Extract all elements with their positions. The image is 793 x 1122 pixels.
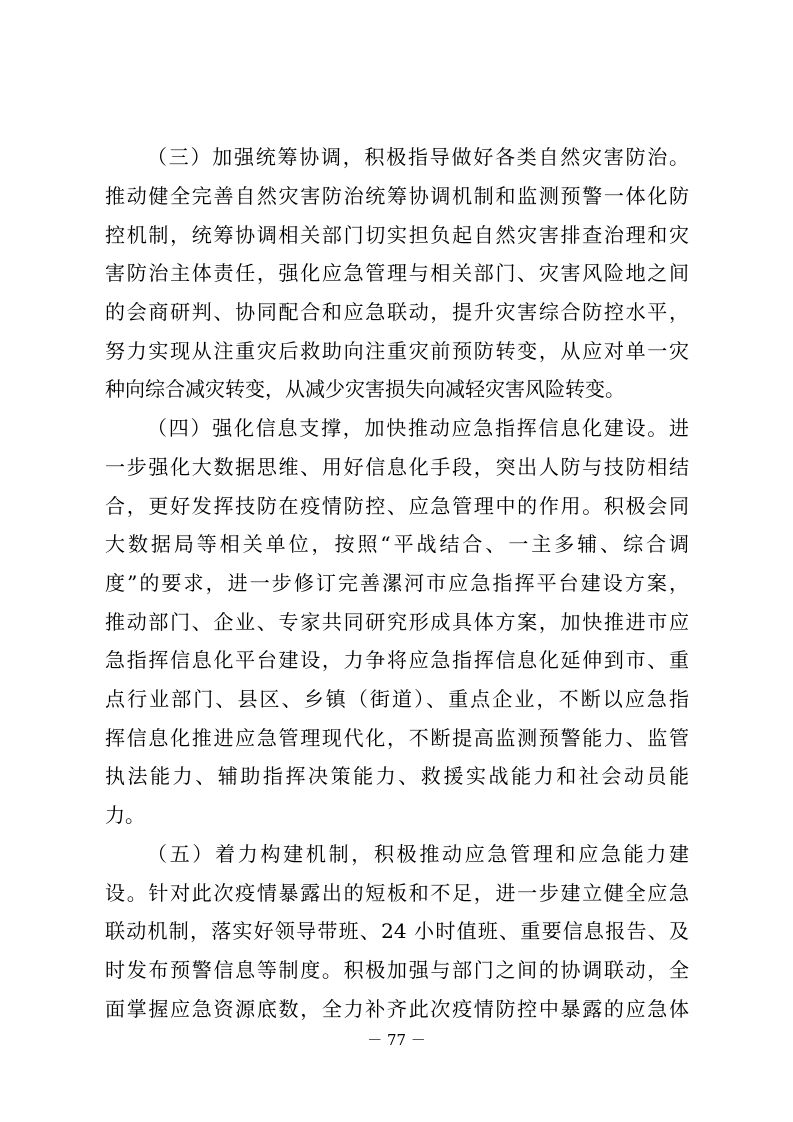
page-number: － 77 － (367, 1031, 426, 1049)
paragraph-4-line: 力。 (105, 803, 145, 827)
paragraph-5-line: 面掌握应急资源底数，全力补齐此次疫情防控中暴露的应急体 (105, 997, 689, 1021)
paragraph-3-heading-line: （三）加强统筹协调，积极指导做好各类自然灾害防治。 (147, 145, 689, 169)
paragraph-5-heading-line: （五）着力构建机制，积极推动应急管理和应急能力建 (147, 842, 689, 866)
paragraph-3-line: 种向综合减灾转变，从减少灾害损失向减轻灾害风险转变。 (105, 377, 625, 401)
paragraph-4-line: 推动部门、企业、专家共同研究形成具体方案，加快推进市应 (105, 610, 689, 634)
paragraph-4-line: 急指挥信息化平台建设，力争将应急指挥信息化延伸到市、重 (105, 648, 689, 672)
paragraph-4-line: 一步强化大数据思维、用好信息化手段，突出人防与技防相结 (105, 455, 689, 479)
paragraph-4-line: 大数据局等相关单位，按照“平战结合、一主多辅、综合调 (105, 532, 689, 556)
paragraph-3-line: 害防治主体责任，强化应急管理与相关部门、灾害风险地之间 (105, 261, 689, 285)
paragraph-4-line: 点行业部门、县区、乡镇（街道）、重点企业，不断以应急指 (105, 687, 689, 711)
paragraph-4-line: 挥信息化推进应急管理现代化，不断提高监测预警能力、监管 (105, 726, 689, 750)
paragraph-4-line: 执法能力、辅助指挥决策能力、救援实战能力和社会动员能 (105, 764, 689, 788)
paragraph-4-line: 合，更好发挥技防在疫情防控、应急管理中的作用。积极会同 (105, 494, 689, 518)
paragraph-4-heading-line: （四）强化信息支撑，加快推动应急指挥信息化建设。进 (147, 416, 689, 440)
paragraph-5-line: 设。针对此次疫情暴露出的短板和不足，进一步建立健全应急 (105, 881, 689, 905)
paragraph-3-line: 推动健全完善自然灾害防治统筹协调机制和监测预警一体化防 (105, 184, 689, 208)
paragraph-3-line: 的会商研判、协同配合和应急联动，提升灾害综合防控水平， (105, 300, 689, 324)
paragraph-5-line: 时发布预警信息等制度。积极加强与部门之间的协调联动，全 (105, 958, 689, 982)
paragraph-3-line: 努力实现从注重灾后救助向注重灾前预防转变，从应对单一灾 (105, 339, 689, 363)
paragraph-3-line: 控机制，统筹协调相关部门切实担负起自然灾害排查治理和灾 (105, 223, 689, 247)
paragraph-5-line: 联动机制，落实好领导带班、24 小时值班、重要信息报告、及 (105, 919, 689, 943)
paragraph-4-line: 度”的要求，进一步修订完善漯河市应急指挥平台建设方案， (105, 571, 689, 595)
